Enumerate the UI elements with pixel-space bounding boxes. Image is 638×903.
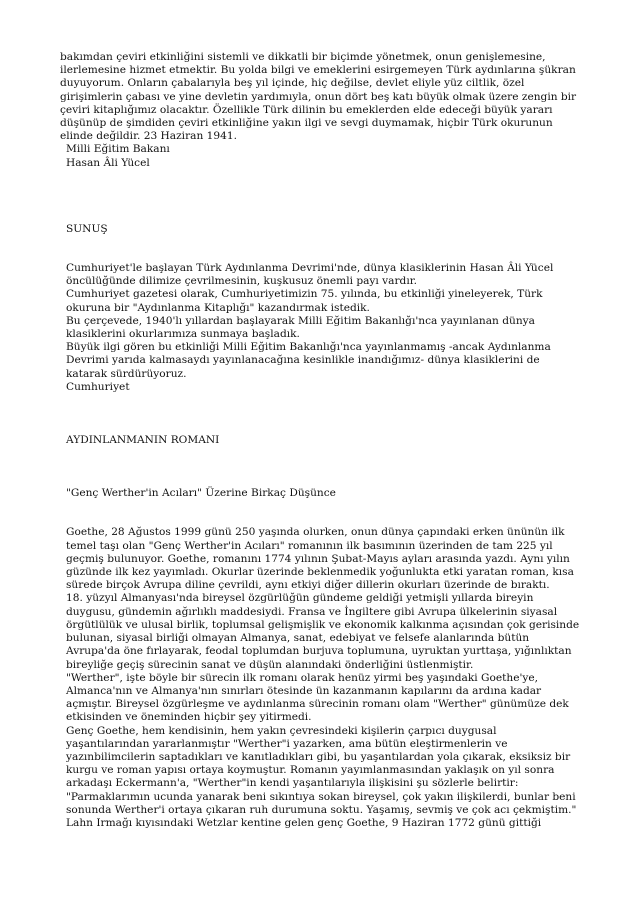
sunus-paragraph-1: Cumhuriyet'le başlayan Türk Aydınlanma Devrimi'nde, dünya klasiklerinin Hasan Âli Yücel öncülüğünde dilimize çevrilmesinin, kuşkusuz önemli payı vardır. (66, 262, 557, 288)
sunus-heading: SUNUŞ (66, 222, 108, 235)
document-page (60, 51, 583, 830)
essay-paragraph-1: Goethe, 28 Ağustos 1999 günü 250 yaşında olurken, onun dünya çapındaki erken ününün ilk temel taşı olan "Genç Werther'in Acıları" romanının ilk basımının üzerinden de tam 225 yıl geçmiş bulunuyor. Goethe, romanını 1774 yılının Şubat-Mayıs ayları arasında yazdı. Aynı yılın güzünde ilk kez yayımladı. Okurlar üzerinde beklenmedik yoğunlukta etki yaratan roman, kısa sürede birçok Avrupa diline çevrildi, aynı etkiyi diğer dillerin okurları üzerinde de bıraktı. (66, 526, 578, 592)
sunus-paragraph-2: Cumhuriyet gazetesi olarak, Cumhuriyetimizin 75. yılında, bu etkinliği yineleyerek, Türk okuruna bir "Aydınlanma Kitaplığı" kazandırmak istedik. (66, 288, 546, 314)
signature-name: Hasan Âli Yücel (66, 156, 150, 169)
sunus-paragraph-4: Büyük ilgi gören bu etkinliği Milli Eğitim Bakanlığı'nca yayınlanmamış -ancak Aydınlanma Devrimi yarıda kalmasaydı yayınlanacağına kesinlikle inandığımız- dünya klasiklerini de katarak sürdürüyoruz. (66, 341, 555, 380)
essay-paragraph-4: Genç Goethe, hem kendisinin, hem yakın çevresindeki kişilerin çarpıcı duygusal yaşantılarından yararlanmıştır "Werther"i yazarken, ama bütün eleştirmenlerin ve yazınbilimcilerin saptadıkları ve kanıtladıkları gibi, bu yaşantılardan yola çıkarak, eksiksiz bir kurgu ve roman yapısı ortaya koymuştur. Romanın yayımlanmasından yaklaşık on yıl sonra arkadaşı Eckermann'a, "Werther"in kendi yaşantılarıyla ilişkisini şu sözlerle belirtir: (66, 724, 574, 790)
sunus-paragraph-3: Bu çerçevede, 1940'lı yıllardan başlayarak Milli Eğitim Bakanlığı'nca yayınlanan dünya klasiklerini okurlarımıza sunmaya başladık. (66, 314, 539, 341)
sunus-signature: Cumhuriyet (66, 380, 130, 393)
essay-paragraph-2: 18. yüzyıl Almanyası'nda bireysel özgürlüğün gündeme geldiği yetmişli yıllarda bireyin duygusu, gündemin ağırlıklı maddesiydi. Fransa ve İngiltere gibi Avrupa ülkelerinin siyasal örgütlülük ve ulusal birlik, toplumsal gelişmişlik ve ekonomik kalkınma açısından çok gerisinde bulunan, siyasal birliği olmayan Almanya, sanat, edebiyat ve felsefe alanlarında bütün Avrupa'da öne fırlayarak, feodal toplumdan burjuva toplumuna, uyruktan yurttaşa, yığınlıktan bireyliğe geçiş sürecinin sanat ve düşün alanındaki önderliğini üstlenmiştir. (66, 592, 583, 671)
essay-heading: "Genç Werther'in Acıları" Üzerine Birkaç Düşünce (66, 487, 336, 500)
essay-paragraph-3: "Werther", işte böyle bir sürecin ilk romanı olarak henüz yirmi beş yaşındaki Goethe'ye, Almanca'nın ve Almanya'nın sınırları ötesinde ün kazanmanın kapılarını da ardına kadar açmıştır. Bireysel özgürleşme ve aydınlanma sürecinin romanı olam "Werther" günümüze dek etkisinden ve öneminden hiçbir şey yitirmedi. (66, 671, 573, 724)
section-title: AYDINLANMANIN ROMANI (66, 434, 220, 447)
signature-title: Milli Eğitim Bakanı (66, 143, 170, 156)
foreword-paragraph: bakımdan çeviri etkinliğini sistemli ve dikkatli bir biçimde yönetmek, onun genişlemesine, ilerlemesine hizmet etmektir. Bu yolda bilgi ve emeklerini esirgemeyen Türk aydınlarına şükran duyuyorum. Onların çabalarıyla beş yıl içinde, hiç değilse, devlet eliyle yüz ciltlik, özel girişimlerin çabası ve yine devletin yardımıyla, onun dört beş katı büyük olmak üzere zengin bir çeviri kitaplığımız olacaktır. Özellikle Türk dilinin bu emeklerden elde edeceği büyük yararı düşünüp de şimdiden çeviri etkinliğine yakın ilgi ve sevgi duymamak, hiçbir Türk okurunun elinde değildir. 23 Haziran 1941. (60, 51, 580, 143)
essay-paragraph-5: "Parmaklarımın ucunda yanarak beni sıkıntıya sokan bireysel, çok yakın ilişkilerdi, bunlar beni sonunda Werther'i ortaya çıkaran ruh durumuna soktu. Yaşamış, sevmiş ve çok acı çekmiştim." (66, 790, 580, 816)
essay-paragraph-6: Lahn Irmağı kıyısındaki Wetzlar kentine gelen genç Goethe, 9 Haziran 1772 günü gittiği (66, 816, 542, 829)
